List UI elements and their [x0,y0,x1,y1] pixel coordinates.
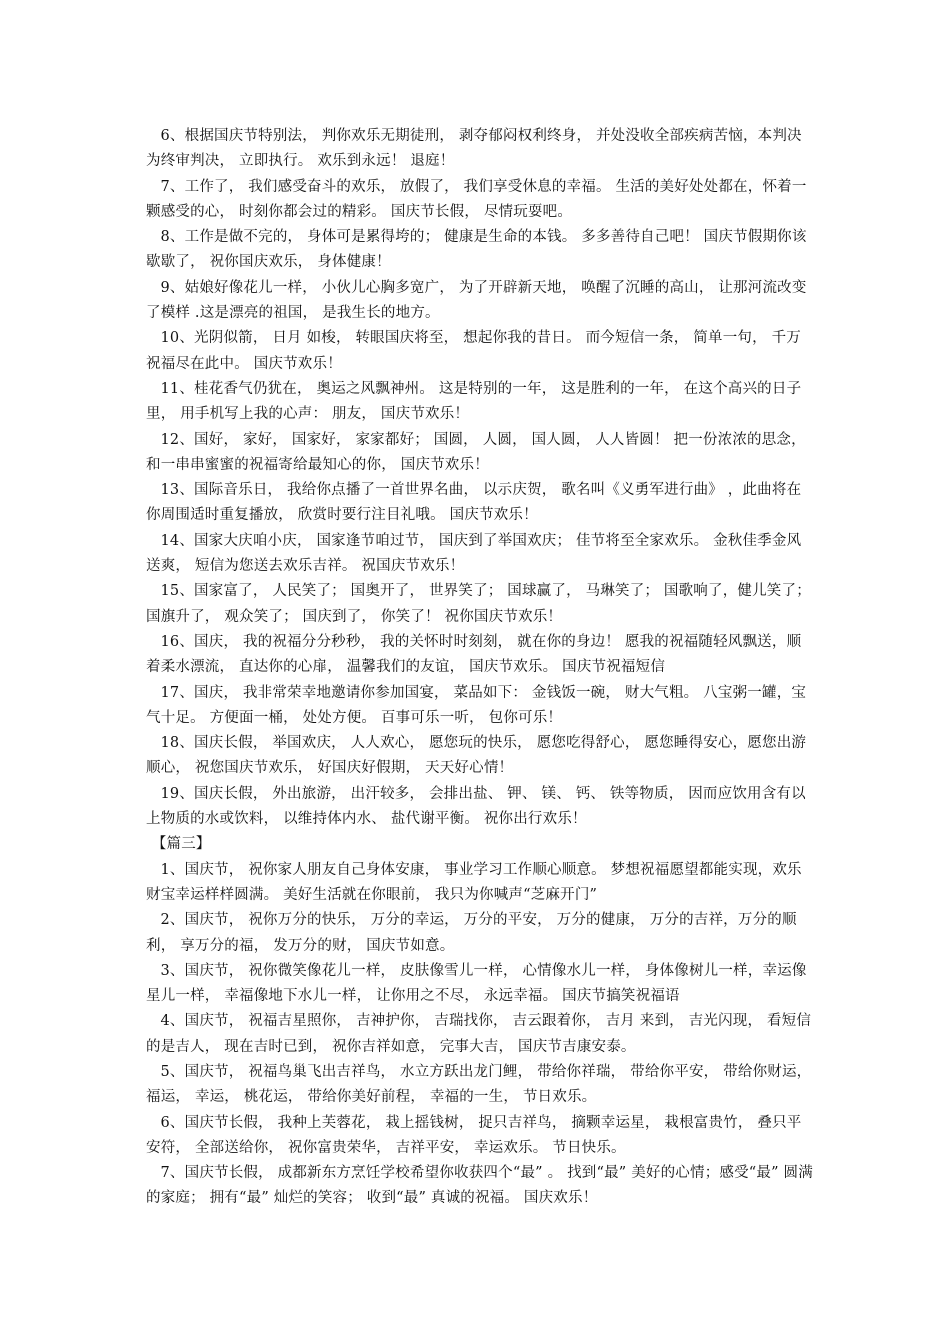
paragraph-15: 15、国家富了， 人民笑了； 国奥开了， 世界笑了； 国球赢了， 马琳笑了； 国歌响了，健儿笑了； 国旗升了， 观众笑了； 国庆到了， 你笑了！ 祝你国庆节欢乐！ [146,583,811,625]
paragraph-8: 8、工作是做不完的， 身体可是累得垮的； 健康是生命的本钱。 多多善待自己吧！ 国庆节假期你该歇歇了， 祝你国庆欢乐， 身体健康！ [146,229,807,271]
paragraph-p3-1: 1、国庆节， 祝你家人朋友自己身体安康， 事业学习工作顺心顺意。 梦想祝福愿望都能实现，欢乐财宝幸运样样圆满。 美好生活就在你眼前， 我只为你喊声“芝麻开门” [146,861,802,903]
paragraph-p3-2: 2、国庆节， 祝你万分的快乐， 万分的幸运， 万分的平安， 万分的健康， 万分的吉祥，万分的顺利， 享万分的福， 发万分的财， 国庆节如意。 [146,912,797,954]
paragraph-13: 13、国际音乐日， 我给你点播了一首世界名曲， 以示庆贺， 歌名叫《义勇军进行曲》 ，此曲将在你周围适时重复播放， 欣赏时要行注目礼哦。 国庆节欢乐！ [146,482,802,524]
section-heading: 【篇三】 [151,836,211,853]
paragraph-6: 6、根据国庆节特别法， 判你欢乐无期徒刑， 剥夺郁闷权利终身， 并处没收全部疾病苦恼，本判决为终审判决， 立即执行。 欢乐到永远！ 退庭！ [146,128,802,170]
paragraph-9: 9、姑娘好像花儿一样， 小伙儿心胸多宽广， 为了开辟新天地， 唤醒了沉睡的高山， 让那河流改变了模样 .这是漂亮的祖国， 是我生长的地方。 [146,279,807,322]
paragraph-7: 7、工作了， 我们感受奋斗的欢乐， 放假了， 我们享受休息的幸福。 生活的美好处处都在，怀着一颗感受的心， 时刻你都会过的精彩。 国庆节长假， 尽情玩耍吧。 [146,178,807,220]
paragraph-p3-5: 5、国庆节， 祝福鸟巢飞出吉祥鸟， 水立方跃出龙门鲤， 带给你祥瑞， 带给你平安， 带给你财运， 福运， 幸运， 桃花运， 带给你美好前程， 幸福的一生， 节日欢乐。 [146,1063,812,1106]
paragraph-12: 12、国好， 家好， 国家好， 家家都好； 国圆， 人圆， 国人圆， 人人皆圆！ 把一份浓浓的思念，和一串串蜜蜜的祝福寄给最知心的你， 国庆节欢乐！ [146,431,806,473]
paragraph-14: 14、国家大庆咱小庆， 国家逢节咱过节， 国庆到了举国欢庆； 佳节将至全家欢乐。 金秋佳季金风送爽， 短信为您送去欢乐吉祥。 祝国庆节欢乐！ [146,532,802,575]
paragraph-p3-6: 6、国庆节长假， 我种上芙蓉花， 栽上摇钱树， 捉只吉祥鸟， 摘颗幸运星， 栽根富贵竹， 叠只平安符， 全部送给你， 祝你富贵荣华， 吉祥平安， 幸运欢乐。 节日快乐。 [146,1114,802,1156]
paragraph-18: 18、国庆长假， 举国欢庆， 人人欢心， 愿您玩的快乐， 愿您吃得舒心， 愿您睡得安心，愿您出游顺心， 祝您国庆节欢乐， 好国庆好假期， 天天好心情！ [146,735,807,777]
paragraph-p3-7: 7、国庆节长假， 成都新东方烹饪学校希望你收获四个“最” 。 找到“最” 美好的心情；感受“最” 圆满的家庭； 拥有“最” 灿烂的笑容； 收到“最” 真诚的祝福。 国庆欢乐！ [146,1165,813,1207]
paragraph-p3-4: 4、国庆节， 祝福吉星照你， 吉神护你， 吉瑞找你， 吉云跟着你， 吉月 来到， 吉光闪现， 看短信的是吉人， 现在吉时已到， 祝你吉祥如意， 完事大吉， 国庆节吉康安泰。 [146,1013,812,1055]
paragraph-10: 10、光阴似箭， 日月 如梭， 转眼国庆将至， 想起你我的昔日。 而今短信一条， 简单一句， 千万祝福尽在此中。 国庆节欢乐！ [146,330,802,372]
document-body [146,124,814,1212]
paragraph-p3-3: 3、国庆节， 祝你微笑像花儿一样， 皮肤像雪儿一样， 心情像水儿一样， 身体像树儿一样，幸运像星儿一样， 幸福像地下水儿一样， 让你用之不尽， 永远幸福。 国庆节搞笑祝福语 [146,962,807,1005]
paragraph-list-part2 [146,858,814,1212]
paragraph-17: 17、国庆， 我非常荣幸地邀请你参加国宴， 菜品如下： 金钱饭一碗， 财大气粗。 八宝粥一罐，宝气十足。 方便面一桶， 处处方便。 百事可乐一听， 包你可乐！ [146,684,807,726]
paragraph-11: 11、桂花香气仍犹在， 奥运之风飘神州。 这是特别的一年， 这是胜利的一年， 在这个高兴的日子里， 用手机写上我的心声： 朋友， 国庆节欢乐！ [146,380,802,423]
paragraph-16: 16、国庆， 我的祝福分分秒秒， 我的关怀时时刻刻， 就在你的身边！ 愿我的祝福随轻风飘送，顺着柔水漂流， 直达你的心扉， 温馨我们的友谊， 国庆节欢乐。 国庆节祝福短信 [146,633,802,676]
paragraph-19: 19、国庆长假， 外出旅游， 出汗较多， 会排出盐、 钾、 镁、 钙、 铁等物质， 因而应饮用含有以上物质的水或饮料， 以维持体内水、 盐代谢平衡。 祝你出行欢乐！ [146,785,806,828]
paragraph-list-part1 [146,124,814,832]
